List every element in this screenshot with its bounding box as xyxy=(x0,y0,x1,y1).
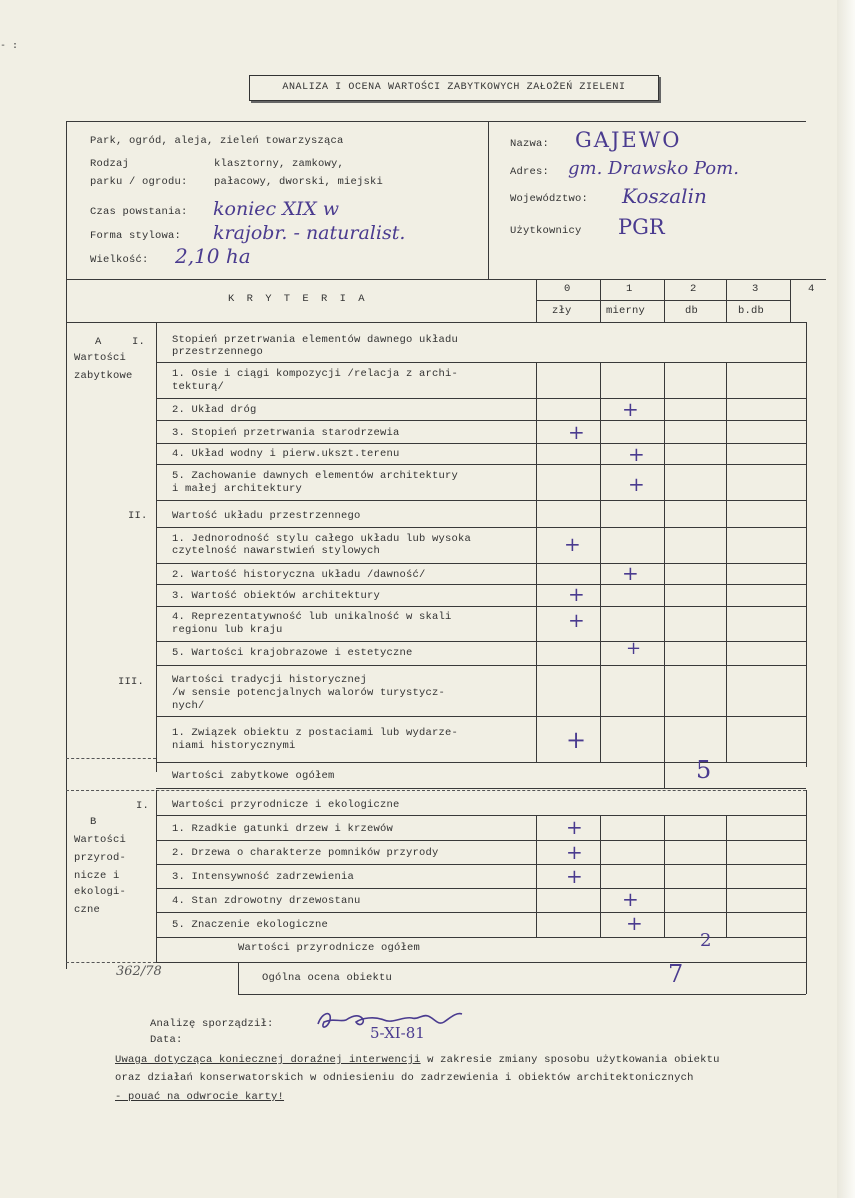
ref-number: 362/78 xyxy=(116,964,162,979)
criteria-label: K R Y T E R I A xyxy=(228,293,368,305)
group-title-2: /w sensie potencjalnych walorów turystycz- xyxy=(172,687,446,699)
forma-value: krajobr. - naturalist. xyxy=(213,222,406,244)
date-value: 5-XI-81 xyxy=(370,1024,425,1042)
nazwa-label: Nazwa: xyxy=(510,138,550,150)
grade-bdb: b.db xyxy=(738,305,765,317)
score-3: 3 xyxy=(752,283,759,295)
section-b-side-3: nicze i xyxy=(74,870,120,882)
rodzaj-values-1: klasztorny, zamkowy, xyxy=(214,158,345,170)
score-mark: + xyxy=(568,608,585,632)
group-title-2: przestrzennego xyxy=(172,346,264,358)
type-line: Park, ogród, aleja, zieleń towarzysząca xyxy=(90,135,344,147)
czas-label: Czas powstania: xyxy=(90,206,188,218)
nazwa-value: GAJEWO xyxy=(575,128,682,152)
score-mark: + xyxy=(564,532,581,556)
score-mark: + xyxy=(568,420,585,444)
score-mark: + xyxy=(566,815,583,839)
overall-value: 7 xyxy=(668,960,684,988)
criterion-label-2: czytelność nawarstwień stylowych xyxy=(172,545,381,557)
criterion-label: 4. Stan zdrowotny drzewostanu xyxy=(172,895,361,907)
woj-label: Województwo: xyxy=(510,193,589,205)
group-title: Wartość układu przestrzennego xyxy=(172,510,361,522)
rodzaj-values-2: pałacowy, dworski, miejski xyxy=(214,176,384,188)
score-mark: + xyxy=(622,397,639,421)
score-mark: + xyxy=(566,864,583,888)
criterion-label: 5. Zachowanie dawnych elementów architektury xyxy=(172,470,459,482)
criterion-label: 1. Związek obiektu z postaciami lub wydarze- xyxy=(172,727,459,739)
czas-value: koniec XIX w xyxy=(213,198,340,220)
grade-mierny: mierny xyxy=(606,305,646,317)
uzytk-value: PGR xyxy=(618,215,665,239)
score-mark: + xyxy=(626,638,642,659)
total-b-label: Wartości przyrodnicze ogółem xyxy=(238,942,421,954)
criterion-label: 3. Intensywność zadrzewienia xyxy=(172,871,355,883)
section-b-side-5: czne xyxy=(74,904,101,916)
note-rest: w zakresie zmiany sposobu użytkowania obiektu xyxy=(420,1054,720,1066)
section-a-side-2: zabytkowe xyxy=(74,370,133,382)
score-0: 0 xyxy=(564,283,571,295)
note-line-1 xyxy=(115,1054,720,1066)
score-mark: + xyxy=(622,561,639,585)
criterion-label: 5. Znaczenie ekologiczne xyxy=(172,919,329,931)
adres-label: Adres: xyxy=(510,166,550,178)
total-b-value: 2 xyxy=(700,930,712,951)
total-a-label: Wartości zabytkowe ogółem xyxy=(172,770,335,782)
note-line-2: oraz działań konserwatorskich w odniesieniu do zadrzewienia i obiektów architektonicznych xyxy=(115,1072,694,1084)
rodzaj-label: Rodzaj xyxy=(90,158,130,170)
uzytk-label: Użytkownicy xyxy=(510,225,582,237)
analiza-label: Analizę sporządził: xyxy=(150,1018,274,1030)
criterion-label: 3. Wartość obiektów architektury xyxy=(172,590,381,602)
adres-value: gm. Drawsko Pom. xyxy=(568,158,739,179)
score-mark: + xyxy=(622,887,639,911)
section-a-letter: A xyxy=(95,336,102,348)
section-b-side-1: Wartości xyxy=(74,834,127,846)
score-4: 4 xyxy=(808,283,815,295)
criterion-label: 1. Rzadkie gatunki drzew i krzewów xyxy=(172,823,394,835)
forma-label: Forma stylowa: xyxy=(90,230,182,242)
criterion-label-2: tekturą/ xyxy=(172,381,225,393)
criterion-label: 4. Reprezentatywność lub unikalność w skali xyxy=(172,611,452,623)
criterion-label: 1. Osie i ciągi kompozycji /relacja z archi- xyxy=(172,368,459,380)
score-mark: + xyxy=(566,840,583,864)
total-a-value: 5 xyxy=(696,756,712,784)
score-mark: + xyxy=(566,726,587,754)
note-emphasis: Uwaga dotycząca koniecznej doraźnej interwencji xyxy=(115,1054,421,1066)
overall-label: Ogólna ocena obiektu xyxy=(262,972,393,984)
wielkosc-value: 2,10 ha xyxy=(175,244,251,268)
punch-mark: - : xyxy=(0,40,19,51)
criterion-label: 2. Wartość historyczna układu /dawność/ xyxy=(172,569,426,581)
criterion-label: 4. Układ wodny i pierw.ukszt.terenu xyxy=(172,448,400,460)
score-mark: + xyxy=(628,472,645,496)
form-title: ANALIZA I OCENA WARTOŚCI ZABYTKOWYCH ZAŁOŻEŃ ZIELENI xyxy=(249,75,659,101)
section-a-roman-1: I. xyxy=(132,336,146,348)
score-mark: + xyxy=(568,582,585,606)
criterion-label: 2. Drzewa o charakterze pomników przyrody xyxy=(172,847,439,859)
score-1: 1 xyxy=(626,283,633,295)
woj-value: Koszalin xyxy=(622,184,707,208)
criterion-label: 1. Jednorodność stylu całego układu lub wysoka xyxy=(172,533,472,545)
group-title-3: nych/ xyxy=(172,700,205,712)
group-title: Wartości przyrodnicze i ekologiczne xyxy=(172,799,400,811)
criterion-label: 5. Wartości krajobrazowe i estetyczne xyxy=(172,647,413,659)
section-b-roman: I. xyxy=(136,800,150,812)
grade-db: db xyxy=(685,305,699,317)
criterion-label-2: i małej architektury xyxy=(172,483,303,495)
scan-edge xyxy=(837,0,855,1198)
criterion-label-2: regionu lub kraju xyxy=(172,624,283,636)
grade-zly: zły xyxy=(552,305,572,317)
note-line-3: - pouać na odwrocie karty! xyxy=(115,1091,285,1103)
rodzaj-label-2: parku / ogrodu: xyxy=(90,176,188,188)
data-label: Data: xyxy=(150,1034,183,1046)
criterion-label: 3. Stopień przetrwania starodrzewia xyxy=(172,427,400,439)
section-a-side-1: Wartości xyxy=(74,352,127,364)
section-a-roman-3: III. xyxy=(118,676,145,688)
score-mark: + xyxy=(626,911,643,935)
wielkosc-label: Wielkość: xyxy=(90,254,149,266)
criterion-label-2: niami historycznymi xyxy=(172,740,296,752)
group-title: Stopień przetrwania elementów dawnego układu xyxy=(172,334,459,346)
criterion-label: 2. Układ dróg xyxy=(172,404,257,416)
section-b-side-2: przyrod- xyxy=(74,852,127,864)
score-2: 2 xyxy=(690,283,697,295)
score-mark: + xyxy=(628,442,645,466)
section-a-roman-2: II. xyxy=(128,510,148,522)
group-title: Wartości tradycji historycznej xyxy=(172,674,368,686)
section-b-letter: B xyxy=(90,816,97,828)
section-b-side-4: ekologi- xyxy=(74,886,127,898)
